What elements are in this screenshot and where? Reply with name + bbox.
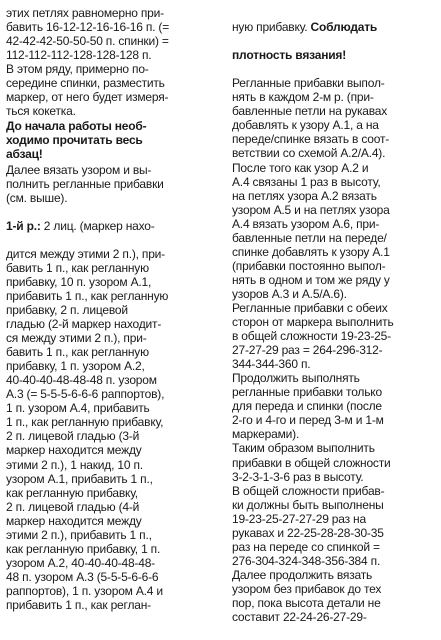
text-line: А.4 вязать узором А.6, при- — [232, 216, 380, 231]
text-line: 1 п., как регланную прибавку, — [6, 415, 164, 430]
text-line: дится между этими 2 п.), при- — [6, 246, 165, 261]
text-line: узоров А.3 и А.5/А.6). — [232, 286, 347, 301]
text-line: пор, пока высота детали не — [232, 595, 381, 610]
density-warning: плотность вязания! — [232, 48, 347, 63]
text-line: бавить 1 п., как регланную — [6, 260, 149, 275]
text-line: середине спинки, разместить — [6, 76, 165, 91]
text-line: 19-23-25-27-27-29 раз на — [232, 511, 366, 526]
paragraph-in-total — [232, 484, 432, 568]
text-line: узором А.1, прибавить 1 п., — [6, 471, 153, 486]
text-line: регланные прибавки только — [232, 385, 382, 400]
text-line: маркер находится между — [6, 513, 142, 528]
text-line: бавить 16-12-12-16-16-16 п. (= — [6, 20, 170, 35]
text-line: А.4 связаны 1 раз в высоту, — [232, 174, 381, 189]
text-line: рукавах и 22-25-28-28-30-35 — [232, 525, 384, 540]
text-line: как регланную прибавку, — [6, 485, 138, 500]
row-1-label: 1-й р.: — [6, 218, 41, 233]
text-line: раз на переде со спинкой = — [232, 539, 380, 554]
paragraph-continue-raglan — [232, 371, 432, 441]
text-line: прибавки в общей сложности — [232, 455, 391, 470]
text-line: Продолжить выполнять — [232, 371, 360, 386]
text-line: нять в каждом 2-м р. (при- — [232, 90, 374, 105]
text-line: спинке добавлять к узору А.1 — [232, 244, 390, 259]
right-column — [232, 6, 432, 640]
text-line: 3-2-3-1-3-6 раз в высоту. — [232, 469, 364, 484]
text-line: переде/спинке вязать в соот- — [232, 132, 390, 147]
text-line: этими 2 п.), прибавить 1 п., — [6, 527, 152, 542]
text-line: гладью (2-й маркер находит- — [6, 317, 162, 332]
text-line: 2 п. лицевой гладью (4-й — [6, 499, 140, 514]
text-line: 27-27-29 раз = 264-296-312- — [232, 343, 383, 358]
text-line: 1 п. узором А.4, прибавить — [6, 401, 150, 416]
text-line: 112-112-112-128-128-128 п. — [6, 48, 152, 63]
text-line: раппортов), 1 п. узором А.4 и — [6, 583, 163, 598]
left-column — [6, 6, 224, 640]
text-line: 276-304-324-348-356-384 п. — [232, 553, 381, 568]
paragraph-warning — [6, 119, 224, 161]
text-line: 48 п. узором А.3 (5-5-5-6-6-6 — [6, 569, 159, 584]
text-line: В этом ряду, примерно по- — [6, 62, 149, 77]
text-line: А.3 (= 5-5-5-6-6-6 раппортов), — [6, 387, 165, 402]
paragraph-both-sides — [232, 301, 432, 371]
text-line: добавлять к узору А.1, а на — [232, 118, 379, 133]
text-line: как регланную прибавку, 1 п. — [6, 541, 161, 556]
text-line: бавить 1 п., как регланную — [6, 345, 149, 360]
text-line: узором без прибавок до тех — [232, 581, 382, 596]
text-line: абзац! — [6, 147, 43, 162]
text-line: ходимо прочитать весь — [6, 133, 143, 148]
text-line: 2 п. лицевой гладью (3-й — [6, 429, 140, 444]
text-line: Таким образом выполнить — [232, 441, 375, 456]
text-line: маркер находится между — [6, 443, 142, 458]
text-line: узором А.2, 40-40-40-48-48- — [6, 555, 155, 570]
text-line: 40-40-40-48-48-48 п. узором — [6, 373, 157, 388]
text-line: составит 22-24-26-27-29- — [232, 610, 367, 625]
text-line: маркерами). — [232, 427, 300, 442]
text-line: прибавку, 10 п. узором А.1, — [6, 274, 152, 289]
paragraph-total — [232, 441, 432, 483]
paragraph-row-1 — [6, 205, 224, 626]
text-line: полнить регланные прибавки — [6, 176, 164, 191]
text-line: ться кокетка. — [6, 104, 76, 119]
text-line: прибавку, 1 п. узором А.2, — [6, 359, 145, 374]
text-line: Регланные прибавки с обеих — [232, 300, 388, 315]
paragraph-top — [232, 6, 432, 76]
top-line-text: ную прибавку. — [232, 20, 308, 35]
text-line: узором А.5 и на петлях узора — [232, 202, 390, 217]
top-line-bold: Соблюдать — [307, 20, 378, 35]
text-line: Далее продолжить вязать — [232, 567, 373, 582]
text-line: нять в одном и том же ряду у — [232, 272, 390, 287]
text-line: прибавить 1 п., как регланную — [6, 288, 169, 303]
text-line: До начала работы необ- — [6, 119, 147, 134]
text-line: 344-344-360 п. — [232, 357, 311, 372]
text-line: прибавку, 2 п. лицевой — [6, 302, 128, 317]
text-line: этих петлях равномерно при- — [6, 6, 164, 20]
paragraph-intro — [6, 6, 224, 118]
paragraph-further — [232, 568, 432, 624]
text-line: (см. выше). — [6, 190, 68, 205]
text-line: ся между этими 2 п.), при- — [6, 331, 147, 346]
text-line: 42-42-42-50-50-50 п. спинки) = — [6, 34, 169, 49]
row-1-body — [6, 247, 224, 612]
text-line: в общей сложности 19-23-25- — [232, 329, 391, 344]
text-line: ветствии со схемой А.2/А.4). — [232, 146, 386, 161]
text-line: Далее вязать узором и вы- — [6, 162, 152, 177]
text-line: для переда и спинки (после — [232, 399, 382, 414]
text-line: В общей сложности прибав- — [232, 483, 385, 498]
text-line: прибавить 1 п., как реглан- — [6, 597, 151, 612]
text-line: Регланные прибавки выпол- — [232, 76, 385, 91]
text-line: маркер, от него будет измеря- — [6, 90, 169, 105]
text-line: 2-го и 4-го и перед 3-м и 1-м — [232, 413, 384, 428]
row-1-first-line: 2 лиц. (маркер нахо- — [40, 218, 155, 233]
text-line: бавленные петли на рукавах — [232, 104, 388, 119]
text-line: После того как узор А.2 и — [232, 160, 369, 175]
text-line: бавленные петли на переде/ — [232, 230, 387, 245]
paragraph-continue — [6, 163, 224, 205]
text-line: сторон от маркера выполнить — [232, 315, 394, 330]
text-line: этими 2 п.), 1 накид, 10 п. — [6, 457, 143, 472]
text-line: на петлях узора А.2 вязать — [232, 188, 377, 203]
paragraph-raglan — [232, 76, 432, 301]
text-line: ки должны быть выполнены — [232, 497, 384, 512]
text-line: (прибавки постоянно выпол- — [232, 258, 386, 273]
